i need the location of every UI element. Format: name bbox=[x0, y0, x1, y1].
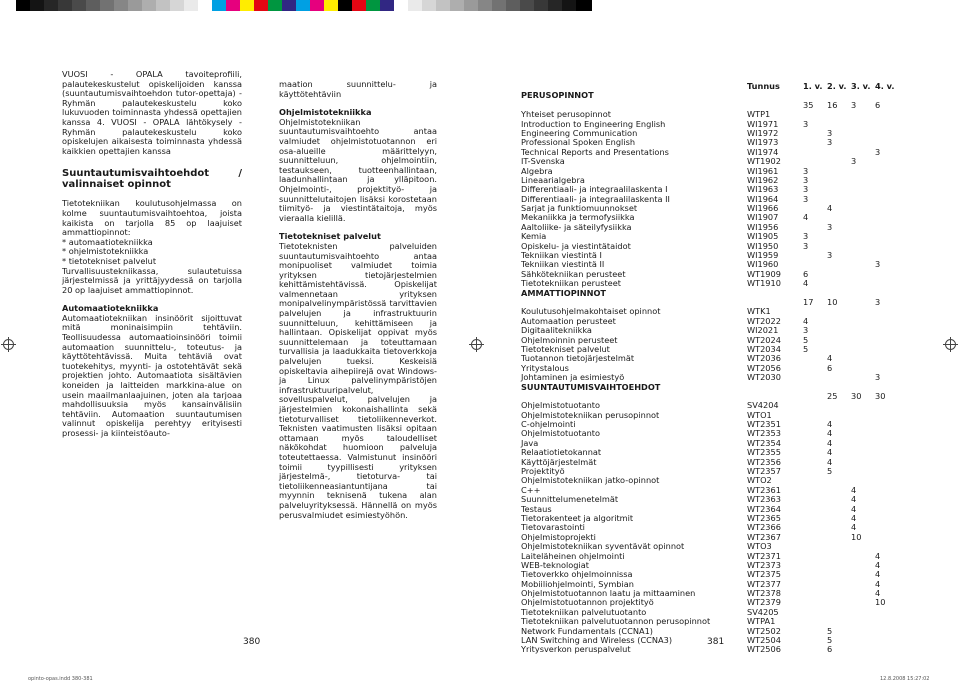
page-number-right: 381 bbox=[707, 637, 725, 647]
credits-year3: 3 bbox=[851, 99, 857, 110]
credits-year2: 4 bbox=[827, 456, 833, 467]
credits-year2: 5 bbox=[827, 466, 833, 477]
course-code: WI1962 bbox=[747, 174, 779, 185]
credits-year2: 16 bbox=[827, 99, 838, 110]
course-name: Ohjelmistotuotannon projektityö bbox=[521, 597, 654, 608]
course-name: Sarjat ja funktiomuunnokset bbox=[521, 203, 638, 214]
credits-year4: 4 bbox=[875, 559, 881, 570]
course-name: Digitaalitekniikka bbox=[521, 325, 592, 336]
credits-year2: 4 bbox=[827, 203, 833, 214]
color-swatch bbox=[576, 0, 592, 11]
credits-year3: 4 bbox=[851, 484, 857, 495]
paragraph: Tietoteknisten palveluiden suuntautumisvaihtoehto antaa monipuoliset valmiudet toimia yrityksen tietojärjestelmien kehittämistehtävissä. Opiskelijat valmennetaan yrityksen monipalvelinympäristössä tarvittavien palvelujen ja infrastruktuurin suunnitteluun, kehittämiseen ja hallintaan. Opiskelijat oppivat myös suunnittelemaan ja toteuttamaan turvallisia ja laadukkaita tietoverkkoja palvelujen tueksi. Keskeisiä opiskeltavia aihepiirejä ovat Windows- ja Linux palvelinympäristöjen infrastruktuuripalvelut, sovelluspalvelut, palvelujen ja järjestelmien kokonaishallinta sekä tietoturvalliset tietoliikenneverkot. Teknisten vaatimusten lisäksi opitaan ottamaan myös taloudelliset näkökohdat huomioon palveluja toteutettaessa. Valmistunut insinööri toimii tyypillisesti yrityksen järjestelmä-, tietoturva- tai tietoliikenneasiantuntijana tai myynnin teknisenä tukena alan palveluyrityksessä. Hännellä on myös perusvalmiudet esimiestyöhön. bbox=[279, 240, 437, 520]
credits-year3: 4 bbox=[851, 512, 857, 523]
course-code: WT2022 bbox=[747, 315, 781, 326]
credits-year2: 25 bbox=[827, 390, 838, 401]
course-code: WI1961 bbox=[747, 165, 779, 176]
credits-year3: 4 bbox=[851, 494, 857, 505]
course-code: WI1964 bbox=[747, 193, 779, 204]
course-code: WI1972 bbox=[747, 127, 779, 138]
course-code: WTPA1 bbox=[747, 616, 776, 627]
course-name: WEB-teknologiat bbox=[521, 559, 590, 570]
column-header: 1. v. bbox=[803, 81, 823, 91]
credits-year2: 10 bbox=[827, 296, 838, 307]
course-code: SV4204 bbox=[747, 400, 779, 411]
credits-year1: 3 bbox=[803, 184, 809, 195]
course-name: Johtaminen ja esimiestyö bbox=[521, 372, 625, 383]
credits-year2: 4 bbox=[827, 437, 833, 448]
credits-year1: 4 bbox=[803, 315, 809, 326]
credits-year1: 5 bbox=[803, 343, 809, 354]
column-header: Tunnus bbox=[747, 81, 780, 91]
course-name: LAN Switching and Wireless (CCNA3) bbox=[521, 635, 673, 646]
footer-timestamp: 12.8.2008 15:27:02 bbox=[880, 676, 930, 682]
course-code: WT2502 bbox=[747, 625, 781, 636]
table-row bbox=[521, 157, 893, 166]
credits-year1: 5 bbox=[803, 334, 809, 345]
course-code: WTO3 bbox=[747, 541, 772, 552]
course-name: Opiskelu- ja viestintätaidot bbox=[521, 240, 631, 251]
course-code: SV4205 bbox=[747, 606, 779, 617]
middle-column bbox=[279, 80, 437, 520]
credits-year1: 17 bbox=[803, 296, 814, 307]
page-number-left: 380 bbox=[243, 637, 261, 647]
course-name: Käyttöjärjestelmät bbox=[521, 456, 597, 467]
course-code: WT2361 bbox=[747, 484, 781, 495]
course-code: WI1971 bbox=[747, 118, 779, 129]
registration-mark-right bbox=[945, 339, 956, 350]
course-name: C-ohjelmointi bbox=[521, 419, 576, 430]
credits-year2: 3 bbox=[827, 250, 833, 261]
credits-year4: 3 bbox=[875, 146, 881, 157]
course-code: WI1960 bbox=[747, 259, 779, 270]
course-name: Koulutusohjelmakohtaiset opinnot bbox=[521, 306, 661, 317]
course-code: WT2036 bbox=[747, 353, 781, 364]
course-name: Differentiaali- ja integraalilaskenta II bbox=[521, 193, 670, 204]
course-name: Differentiaali- ja integraalilaskenta I bbox=[521, 184, 668, 195]
course-code: WT1902 bbox=[747, 156, 781, 167]
course-code: WT2353 bbox=[747, 428, 781, 439]
course-name: SUUNTAUTUMISVAIHTOEHDOT bbox=[521, 381, 661, 392]
course-code: WI1974 bbox=[747, 146, 779, 157]
credits-year1: 3 bbox=[803, 193, 809, 204]
course-name: Laiteläheinen ohjelmointi bbox=[521, 550, 625, 561]
course-code: WI1905 bbox=[747, 231, 779, 242]
course-name: Tekniikan viestintä II bbox=[521, 259, 605, 270]
table-row bbox=[521, 223, 893, 232]
course-code: WT2377 bbox=[747, 578, 781, 589]
course-code: WI2021 bbox=[747, 325, 779, 336]
table-row bbox=[521, 148, 893, 157]
course-name: Ohjelmistotuotanto bbox=[521, 400, 601, 411]
course-code: WT2034 bbox=[747, 343, 781, 354]
course-code: WT2355 bbox=[747, 447, 781, 458]
course-code: WTO1 bbox=[747, 409, 772, 420]
course-code: WT1909 bbox=[747, 268, 781, 279]
credits-year1: 4 bbox=[803, 278, 809, 289]
course-name: Professional Spoken English bbox=[521, 137, 636, 148]
course-name: Ohjelmistotuotanto bbox=[521, 428, 601, 439]
credits-year4: 6 bbox=[875, 99, 881, 110]
course-name: Tietorakenteet ja algoritmit bbox=[521, 512, 634, 523]
list-item: * tietotekniset palvelut bbox=[62, 255, 157, 266]
course-code: WTO2 bbox=[747, 475, 772, 486]
course-code: WT2056 bbox=[747, 362, 781, 373]
course-code: WT2379 bbox=[747, 597, 781, 608]
credits-year1: 3 bbox=[803, 231, 809, 242]
credits-year1: 3 bbox=[803, 240, 809, 251]
credits-year2: 3 bbox=[827, 221, 833, 232]
table-row bbox=[521, 476, 893, 485]
course-name: Aaltoliike- ja säteilyfysiikka bbox=[521, 221, 632, 232]
credits-year3: 4 bbox=[851, 503, 857, 514]
course-name: Yritysverkon peruspalvelut bbox=[521, 644, 631, 655]
table-row bbox=[521, 411, 893, 420]
course-name: Automaation perusteet bbox=[521, 315, 616, 326]
course-name: Ohjelmistotekniikan syventävät opinnot bbox=[521, 541, 685, 552]
course-code: WT2366 bbox=[747, 522, 781, 533]
course-code: WT2378 bbox=[747, 588, 781, 599]
course-code: WT2357 bbox=[747, 466, 781, 477]
credits-year2: 4 bbox=[827, 428, 833, 439]
credits-year4: 10 bbox=[875, 597, 886, 608]
course-name: Ohjelmistotekniikan jatko-opinnot bbox=[521, 475, 660, 486]
course-name: C++ bbox=[521, 484, 541, 495]
course-name: Testaus bbox=[521, 503, 552, 514]
course-code: WT2354 bbox=[747, 437, 781, 448]
course-name: Introduction to Engineering English bbox=[521, 118, 666, 129]
course-name: Ohjelmistotuotannon laatu ja mittaaminen bbox=[521, 588, 696, 599]
table-body bbox=[521, 91, 893, 654]
credits-year2: 6 bbox=[827, 362, 833, 373]
credits-year1: 3 bbox=[803, 325, 809, 336]
credits-year2: 5 bbox=[827, 625, 833, 636]
paragraph: Automaatiotekniikan insinöörit sijoittuvat mitä moninaisimpiin tehtäviin. Teollisuudessa automaatioinsinööri toimii automaation suunnittelu-, toteutus- ja käyttötehtävissä. Muita tehtäviä ovat tuotekehitys, myynti- ja ostotehtävät sekä projektien johto. Automaatiota sisältävien koneiden ja laitteiden markkina-alue on usein maailmanlaajuinen, joten ala tarjoaa mahdollisuuksia myös kansainvälisiin tehtäviin. Automaation suuntautumisen valinnut opiskelija perehtyy erityisesti prosessi- ja kiinteistöauto- bbox=[62, 312, 242, 438]
table-row bbox=[521, 289, 893, 298]
credits-year1: 3 bbox=[803, 118, 809, 129]
table-row bbox=[521, 354, 893, 363]
left-column bbox=[62, 70, 242, 439]
credits-year2: 4 bbox=[827, 447, 833, 458]
course-name: Technical Reports and Presentations bbox=[521, 146, 669, 157]
credits-year3: 30 bbox=[851, 390, 862, 401]
course-code: WT2365 bbox=[747, 512, 781, 523]
course-name: Yritystalous bbox=[521, 362, 569, 373]
course-name: Lineaarialgebra bbox=[521, 174, 585, 185]
intro-text: maation suunnittelu- ja käyttötehtäviin bbox=[279, 79, 437, 99]
course-name: AMMATTIOPINNOT bbox=[521, 287, 606, 298]
course-name: Java bbox=[521, 437, 539, 448]
registration-mark-center bbox=[471, 339, 482, 350]
course-name: Kemia bbox=[521, 231, 547, 242]
paragraph: Turvallisuustekniikassa, sulautetuissa järjestelmissä ja yrittäjyydessä on tarjolla 20 op laajuiset ammattiopinnot. bbox=[62, 265, 242, 295]
credits-year4: 30 bbox=[875, 390, 886, 401]
credits-year2: 3 bbox=[827, 137, 833, 148]
course-name: Tekniikan viestintä I bbox=[521, 250, 602, 261]
course-code: WI1907 bbox=[747, 212, 779, 223]
credits-year2: 4 bbox=[827, 419, 833, 430]
credits-year2: 4 bbox=[827, 353, 833, 364]
credits-year2: 3 bbox=[827, 127, 833, 138]
course-name: Mekaniikka ja termofysiikka bbox=[521, 212, 635, 223]
course-name: Mobiiliohjelmointi, Symbian bbox=[521, 578, 634, 589]
color-calibration-strip bbox=[0, 0, 959, 12]
course-name: Tietotekniikan palvelutuotanto bbox=[521, 606, 647, 617]
course-name: Algebra bbox=[521, 165, 553, 176]
course-code: WI1956 bbox=[747, 221, 779, 232]
course-name: Tietovarastointi bbox=[521, 522, 585, 533]
table-row bbox=[521, 495, 893, 504]
column-header: 2. v. bbox=[827, 81, 847, 91]
course-name: Ohjelmistotekniikan perusopinnot bbox=[521, 409, 660, 420]
paragraph: Tietotekniikan koulutusohjelmassa on kolme suuntautumisvaihtoehtoa, joista kaikista on tarjolla 85 op laajuiset ammattiopinnot: bbox=[62, 198, 242, 238]
course-name: Suunnittelumenetelmät bbox=[521, 494, 619, 505]
course-code: WT2375 bbox=[747, 569, 781, 580]
course-code: WI1963 bbox=[747, 184, 779, 195]
credits-year4: 3 bbox=[875, 296, 881, 307]
credits-year4: 3 bbox=[875, 372, 881, 383]
course-name: Engineering Communication bbox=[521, 127, 638, 138]
course-table bbox=[521, 82, 893, 655]
course-name: Tietoverkko ohjelmoinnissa bbox=[521, 569, 633, 580]
course-code: WT2504 bbox=[747, 635, 781, 646]
credits-year3: 4 bbox=[851, 522, 857, 533]
course-name: Tuotannon tietojärjestelmät bbox=[521, 353, 635, 364]
section-heading: Suuntautumisvaihtoehdot / valinnaiset opinnot bbox=[62, 168, 242, 191]
credits-year1: 4 bbox=[803, 212, 809, 223]
course-code: WI1950 bbox=[747, 240, 779, 251]
course-code: WTP1 bbox=[747, 109, 771, 120]
credits-year1: 3 bbox=[803, 165, 809, 176]
course-code: WT2364 bbox=[747, 503, 781, 514]
course-name: Tietotekniikan palvelutuotannon perusopinnot bbox=[521, 616, 711, 627]
course-name: Relaatiotietokannat bbox=[521, 447, 602, 458]
course-name: Tietotekniikan perusteet bbox=[521, 278, 621, 289]
course-code: WT2030 bbox=[747, 372, 781, 383]
course-name: Network Fundamentals (CCNA1) bbox=[521, 625, 653, 636]
credits-year4: 4 bbox=[875, 569, 881, 580]
credits-year1: 35 bbox=[803, 99, 814, 110]
course-code: WI1959 bbox=[747, 250, 779, 261]
credits-year4: 4 bbox=[875, 550, 881, 561]
credits-year1: 6 bbox=[803, 268, 809, 279]
credits-year3: 3 bbox=[851, 156, 857, 167]
course-code: WT2024 bbox=[747, 334, 781, 345]
course-code: WT2506 bbox=[747, 644, 781, 655]
course-name: Sähkötekniikan perusteet bbox=[521, 268, 626, 279]
course-name: Tietotekniset palvelut bbox=[521, 343, 610, 354]
footer-file-info: opinto-opas.indd 380-381 bbox=[28, 676, 93, 682]
table-row bbox=[521, 91, 893, 100]
sub-heading: Automaatiotekniikka bbox=[62, 303, 159, 314]
table-row bbox=[521, 429, 893, 438]
course-name: Yhteiset perusopinnot bbox=[521, 109, 611, 120]
course-code: WT1910 bbox=[747, 278, 781, 289]
course-code: WI1973 bbox=[747, 137, 779, 148]
course-code: WT2367 bbox=[747, 531, 781, 542]
credits-year4: 4 bbox=[875, 578, 881, 589]
credits-year1: 3 bbox=[803, 174, 809, 185]
credits-year3: 10 bbox=[851, 531, 862, 542]
credits-year2: 5 bbox=[827, 635, 833, 646]
list-item: * automaatiotekniikka bbox=[62, 236, 153, 247]
list-item: * ohjelmistotekniikka bbox=[62, 246, 149, 257]
course-code: WT2356 bbox=[747, 456, 781, 467]
table-row bbox=[521, 383, 893, 392]
course-code: WT2363 bbox=[747, 494, 781, 505]
registration-mark-left bbox=[3, 339, 14, 350]
course-name: Projektityö bbox=[521, 466, 565, 477]
course-code: WI1966 bbox=[747, 203, 779, 214]
course-name: PERUSOPINNOT bbox=[521, 90, 594, 101]
table-row bbox=[521, 458, 893, 467]
sub-heading: Tietotekniset palvelut bbox=[279, 231, 381, 242]
credits-year2: 6 bbox=[827, 644, 833, 655]
course-code: WT2371 bbox=[747, 550, 781, 561]
course-code: WT2373 bbox=[747, 559, 781, 570]
column-header: 3. v. bbox=[851, 81, 871, 91]
column-header: 4. v. bbox=[875, 81, 895, 91]
intro-text: VUOSI - OPALA tavoiteprofiili, palautekeskustelut opiskelijoiden kanssa (suuntautumisvaihtoehdon tutor-opettaja) - Ryhmän palautekeskustelu koko lukuvuoden toiminnasta yhdessä opettajien kanssa 4. VUOSI - OPALA lähtökysely - Ryhmän palautekeskustelu koko opiskelujen aikaisesta toiminnasta yhdessä kaikkien opettajien kanssa bbox=[62, 69, 242, 156]
credits-year4: 4 bbox=[875, 588, 881, 599]
paragraph: Ohjelmistotekniikan suuntautumisvaihtoehto antaa valmiudet ohjelmistotuotannon eri osa-alueille määrittelyyn, suunnitteluun, ohjelmointiin, testaukseen, tuotteenhallintaan, laadunhallintaan ja ylläpitoon. Ohjelmointi-, projektityö- ja suunnittelutaitojen lisäksi korostetaan tiimityö- ja viestintätaitoja, myös vieraalla kielillä. bbox=[279, 116, 437, 223]
course-code: WTK1 bbox=[747, 306, 771, 317]
course-name: IT-Svenska bbox=[521, 156, 565, 167]
course-name: Ohjelmistoprojekti bbox=[521, 531, 596, 542]
course-name: Ohjelmoinnin perusteet bbox=[521, 334, 618, 345]
sub-heading: Ohjelmistotekniikka bbox=[279, 107, 372, 118]
course-code: WT2351 bbox=[747, 419, 781, 430]
credits-year4: 3 bbox=[875, 259, 881, 270]
